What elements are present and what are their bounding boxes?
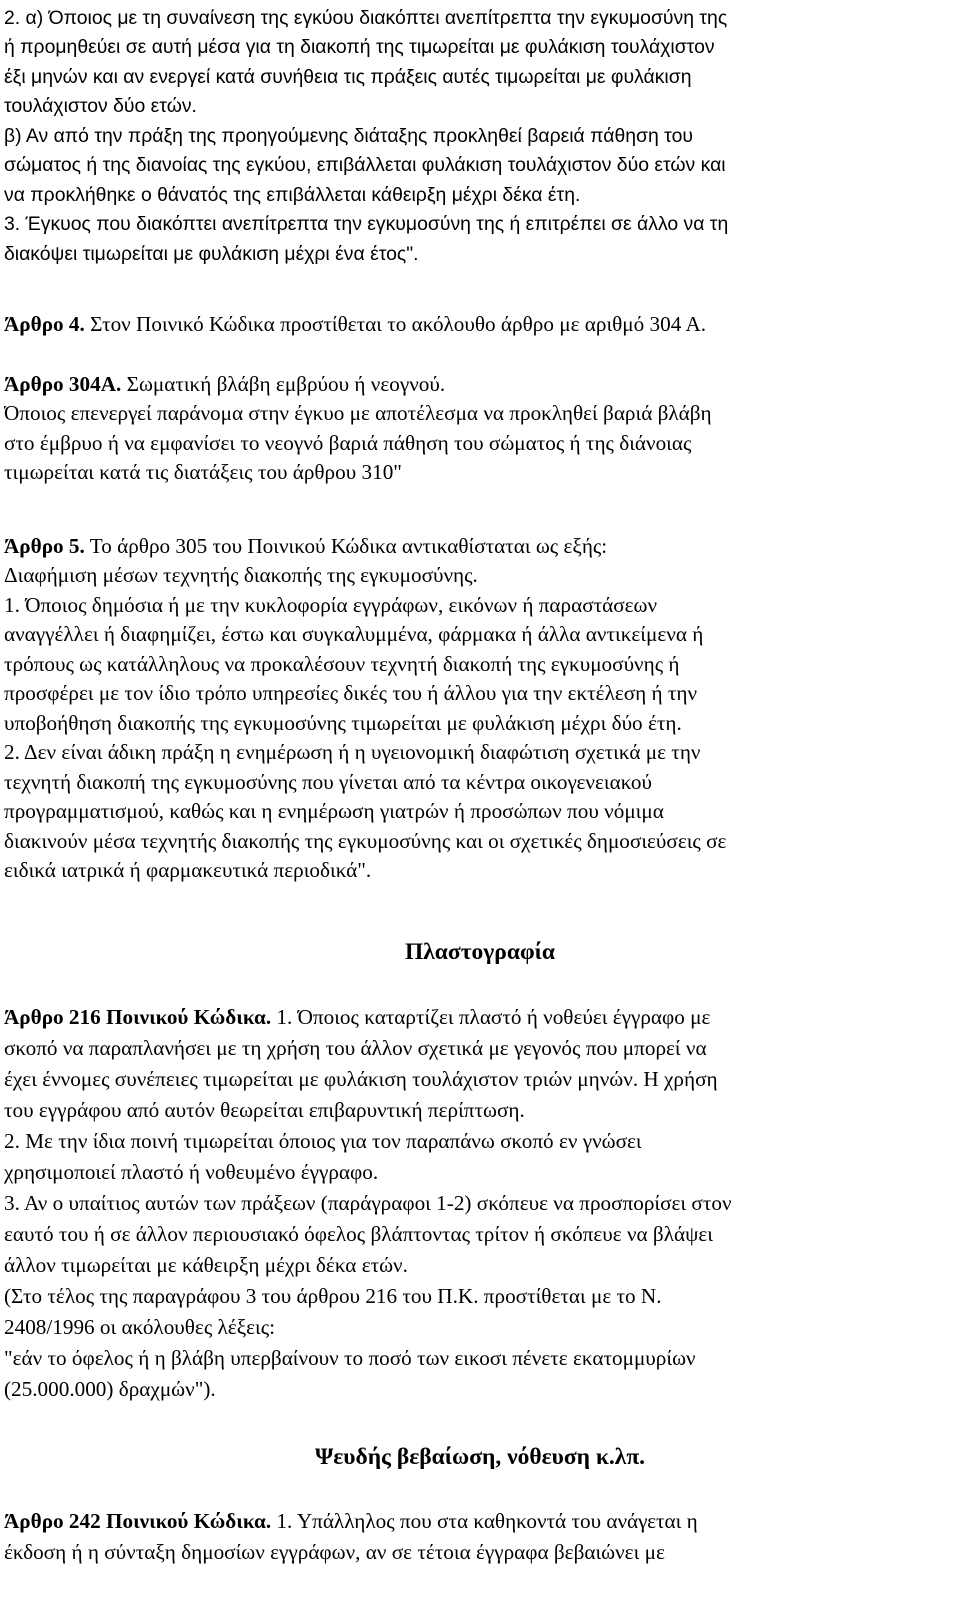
text-line: τρόπους ως κατάλληλους να προκαλέσουν τεχνητή διακοπή της εγκυμοσύνης ή (4, 652, 680, 676)
article-304a-heading (4, 368, 946, 400)
text-line: 2408/1996 οι ακόλουθες λέξεις: (4, 1315, 276, 1339)
article-216-text: 1. Όποιος καταρτίζει πλαστό ή νοθεύει έγγραφο με (271, 1005, 711, 1029)
text-line: εαυτό του ή σε άλλον περιουσιακό όφελος βλάπτοντας τρίτον ή σκόπευε να βλάψει (4, 1222, 713, 1246)
text-line: του εγγράφου από αυτόν θεωρείται επιβαρυντική περίπτωση. (4, 1098, 525, 1122)
article-216-heading (4, 1001, 946, 1033)
article-216-lead: Άρθρο 216 Ποινικού Κώδικα. (4, 1005, 272, 1029)
text-line: 2. Με την ίδια ποινή τιμωρείται όποιος για τον παραπάνω σκοπό εν γνώσει (4, 1129, 642, 1153)
text-line: σώματος ή της διανοίας της εγκύου, επιβάλλεται φυλάκιση τουλάχιστον δύο ετών και (4, 154, 726, 176)
text-line: Όποιος επενεργεί παράνομα στην έγκυο με αποτέλεσμα να προκληθεί βαριά βλάβη (4, 401, 712, 425)
article-242-lead: Άρθρο 242 Ποινικού Κώδικα. (4, 1509, 272, 1533)
article-4-lead: Άρθρο 4. (4, 312, 85, 336)
text-line: προσφέρει με τον ίδιο τρόπο υπηρεσίες δικές του ή άλλου για την εκτέλεση ή την (4, 681, 698, 705)
article-304a-lead: Άρθρο 304Α. (4, 372, 122, 396)
text-line: σκοπό να παραπλανήσει με τη χρήση του άλλον σχετικά με γεγονός που μπορεί να (4, 1036, 707, 1060)
text-line: 1. Όποιος δημόσια ή με την κυκλοφορία εγγράφων, εικόνων ή παραστάσεων (4, 593, 658, 617)
text-line: άλλον τιμωρείται με κάθειρξη μέχρι δέκα ετών. (4, 1253, 408, 1277)
article-5-text: Το άρθρο 305 του Ποινικού Κώδικα αντικαθίσταται ως εξής: (84, 534, 608, 558)
text-line: (25.000.000) δραχμών"). (4, 1377, 216, 1401)
article-304a-title: Σωματική βλάβη εμβρύου ή νεογνού. (121, 372, 446, 396)
article-242-text: 1. Υπάλληλος που στα καθηκοντά του ανάγεται η (271, 1509, 698, 1533)
text-line: ειδικά ιατρικά ή φαρμακευτικά περιοδικά". (4, 858, 372, 882)
text-line: διακινούν μέσα τεχνητής διακοπής της εγκυμοσύνης και οι σχετικές δημοσιεύσεις σε (4, 829, 727, 853)
article-5-heading (4, 530, 946, 562)
text-line: τεχνητή διακοπή της εγκυμοσύνης που γίνεται από τα κέντρα οικογενειακού (4, 770, 652, 794)
text-line: 3. Αν ο υπαίτιος αυτών των πράξεων (παράγραφοι 1-2) σκόπευε να προσπορίσει στον (4, 1191, 732, 1215)
article-5-title: Διαφήμιση μέσων τεχνητής διακοπής της εγκυμοσύνης. (4, 563, 478, 587)
text-line: 2. Δεν είναι άδικη πράξη η ενημέρωση ή η υγειονομική διαφώτιση σχετικά με την (4, 740, 701, 764)
text-line: τουλάχιστον δύο ετών. (4, 95, 197, 117)
section-heading: Πλαστογραφία (404, 939, 556, 965)
text-line: έκδοση ή η σύνταξη δημοσίων εγγράφων, αν σε τέτοια έγγραφα βεβαιώνει με (4, 1540, 665, 1564)
article-4-text: Στον Ποινικό Κώδικα προστίθεται το ακόλουθο άρθρο με αριθμό 304 Α. (84, 312, 707, 336)
text-line: 2. α) Όποιος με τη συναίνεση της εγκύου διακόπτει ανεπίτρεπτα την εγκυμοσύνη της (4, 7, 728, 29)
text-line: ή προμηθεύει σε αυτή μέσα για τη διακοπή της τιμωρείται με φυλάκιση τουλάχιστον (4, 36, 715, 58)
article-242-heading (4, 1505, 946, 1537)
article-4-paragraph (4, 308, 946, 340)
text-line: να προκλήθηκε ο θάνατός της επιβάλλεται κάθειρξη μέχρι δέκα έτη. (4, 184, 581, 206)
text-line: τιμωρείται κατά τις διατάξεις του άρθρου 310" (4, 460, 402, 484)
text-line: χρησιμοποιεί πλαστό ή νοθευμένο έγγραφο. (4, 1160, 379, 1184)
text-line: (Στο τέλος της παραγράφου 3 του άρθρου 216 του Π.Κ. προστίθεται με το Ν. (4, 1284, 662, 1308)
article-5-lead: Άρθρο 5. (4, 534, 85, 558)
text-line: διακόψει τιμωρείται με φυλάκιση μέχρι ένα έτος". (4, 243, 419, 265)
text-line: αναγγέλλει ή διαφημίζει, έστω και συγκαλυμμένα, φάρμακα ή άλλα αντικείμενα ή (4, 622, 704, 646)
text-line: στο έμβρυο ή να εμφανίσει το νεογνό βαριά πάθηση του σώματος ή της διάνοιας (4, 431, 692, 455)
text-line: β) Αν από την πράξη της προηγούμενης διάταξης προκληθεί βαρειά πάθηση του (4, 125, 693, 147)
text-line: υποβοήθηση διακοπής της εγκυμοσύνης τιμωρείται με φυλάκιση μέχρι δύο έτη. (4, 711, 682, 735)
text-line: 3. Έγκυος που διακόπτει ανεπίτρεπτα την εγκυμοσύνη της ή επιτρέπει σε άλλο να τη (4, 213, 729, 235)
text-line: έξι μηνών και αν ενεργεί κατά συνήθεια τις πράξεις αυτές τιμωρείται με φυλάκιση (4, 66, 692, 88)
text-line: έχει έννομες συνέπειες τιμωρείται με φυλάκιση τουλάχιστον τριών μηνών. Η χρήση (4, 1067, 718, 1091)
text-line: "εάν το όφελος ή η βλάβη υπερβαίνουν το ποσό των εικοσι πένετε εκατομμυρίων (4, 1346, 696, 1370)
text-line: προγραμματισμού, καθώς και η ενημέρωση γιατρών ή προσώπων που νόμιμα (4, 799, 664, 823)
section-heading: Ψευδής βεβαίωση, νόθευση κ.λπ. (314, 1444, 646, 1470)
